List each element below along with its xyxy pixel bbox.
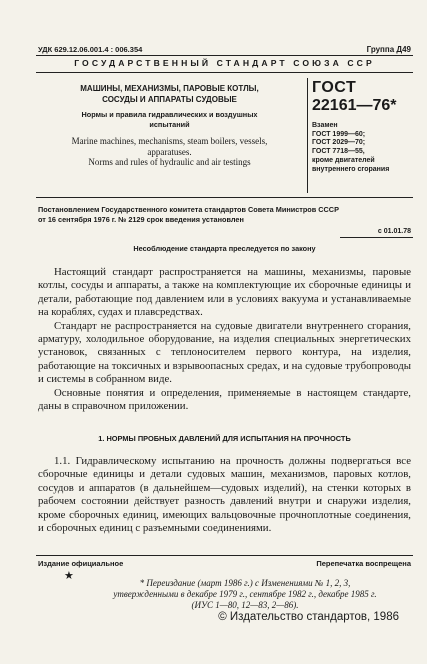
paragraph: 1.1. Гидравлическому испытанию на прочность должны подвергаться все сборочные единицы и детали судовых машин, механизмов, паровых котлов, сосудов и аппаратов (в дальнейшем—судовых изделий), на стенки которых в рабочем состоянии действует разность давлений внутри и снаружи изделия, кроме сборочных единиц, имеющих вальцовочные прочноплотные соединения, и сборочных единиц с разъемными соединениями. [38, 455, 411, 535]
group-code: Группа Д49 [366, 45, 411, 54]
decree-line2: от 16 сентября 1976 г. № 2129 срок введения установлен [38, 215, 244, 224]
title-ru-line1: МАШИНЫ, МЕХАНИЗМЫ, ПАРОВЫЕ КОТЛЫ, [80, 84, 259, 93]
footer-rule [36, 555, 413, 556]
date-rule [340, 237, 413, 238]
udk-code: УДК 629.12.06.001.4 : 006.354 [38, 45, 143, 54]
subtitle-ru-line2: испытаний [149, 120, 190, 129]
replace-label: Взамен [312, 122, 338, 129]
title-en-line2: apparatuses. [147, 146, 192, 157]
gost-number: 22161—76* [312, 97, 397, 114]
standard-banner: ГОСУДАРСТВЕННЫЙ СТАНДАРТ СОЮЗА ССР [74, 58, 375, 68]
title-bottom-rule [36, 197, 413, 198]
subtitle-ru-line1: Нормы и правила гидравлических и воздушных [81, 110, 258, 119]
law-warning: Несоблюдение стандарта преследуется по закону [133, 244, 316, 253]
banner-rule [36, 72, 413, 73]
reprint-notice: Перепечатка воспрещена [316, 559, 411, 568]
replace-item: ГОСТ 1999—60; [312, 130, 366, 138]
paragraph: Настоящий стандарт распространяется на машины, механизмы, паровые котлы, сосуды и аппараты, а также на комплектующие их сборочные единицы и детали, работающие под давлением или в условиях вакуума и устанавливаемые на кораблях, судах и плавсредствах. [38, 266, 411, 319]
gost-block [312, 80, 412, 174]
replace-list [312, 122, 412, 174]
replace-item: ГОСТ 2029—70; [312, 139, 366, 147]
note-line: утвержденными в декабре 1979 г., сентябре 1982 г., декабре 1985 г. [113, 589, 377, 599]
title-en-line1: Marine machines, mechanisms, steam boilers, vessels, [71, 136, 268, 146]
title-en-line3: Norms and rules of hydraulic and air testings [88, 157, 251, 167]
body-text [38, 266, 411, 413]
title-block [36, 83, 303, 168]
copyright: © Издательство стандартов, 1986 [218, 611, 399, 623]
reissue-note [80, 578, 410, 611]
note-line: * Переиздание (март 1986 г.) с Изменениями № 1, 2, 3, [139, 578, 351, 588]
paragraph: Стандарт не распространяется на судовые двигатели внутреннего сгорания, арматуру, холодильное оборудование, на изделия специальных энергетических установок, связанных с теплоносителем первого контура, на изделия, работающие на токсичных и взрывоопасных средах, и на судовые трубопроводы и системы в собранном виде. [38, 319, 411, 386]
replace-item: внутреннего сгорания [312, 165, 390, 173]
decree [38, 205, 413, 225]
official-edition: Издание официальное [38, 559, 124, 568]
title-ru-line2: СОСУДЫ И АППАРАТЫ СУДОВЫЕ [102, 95, 237, 104]
note-line: (ИУС 1—80, 12—83, 2—86). [191, 600, 299, 610]
section-heading: 1. НОРМЫ ПРОБНЫХ ДАВЛЕНИЙ ДЛЯ ИСПЫТАНИЯ НА ПРОЧНОСТЬ [98, 434, 351, 443]
star-icon: ★ [64, 570, 74, 582]
gost-label: ГОСТ [312, 79, 357, 96]
replace-item: ГОСТ 7718—55, [312, 148, 365, 156]
replace-item: кроме двигателей [312, 156, 375, 164]
section-body [38, 455, 411, 535]
title-divider [307, 78, 308, 193]
effective-date: с 01.01.78 [377, 228, 411, 235]
paragraph: Основные понятия и определения, применяемые в настоящем стандарте, даны в справочном приложении. [38, 386, 411, 413]
decree-line1: Постановлением Государственного комитета стандартов Совета Министров СССР [38, 205, 339, 214]
top-rule [36, 55, 413, 56]
